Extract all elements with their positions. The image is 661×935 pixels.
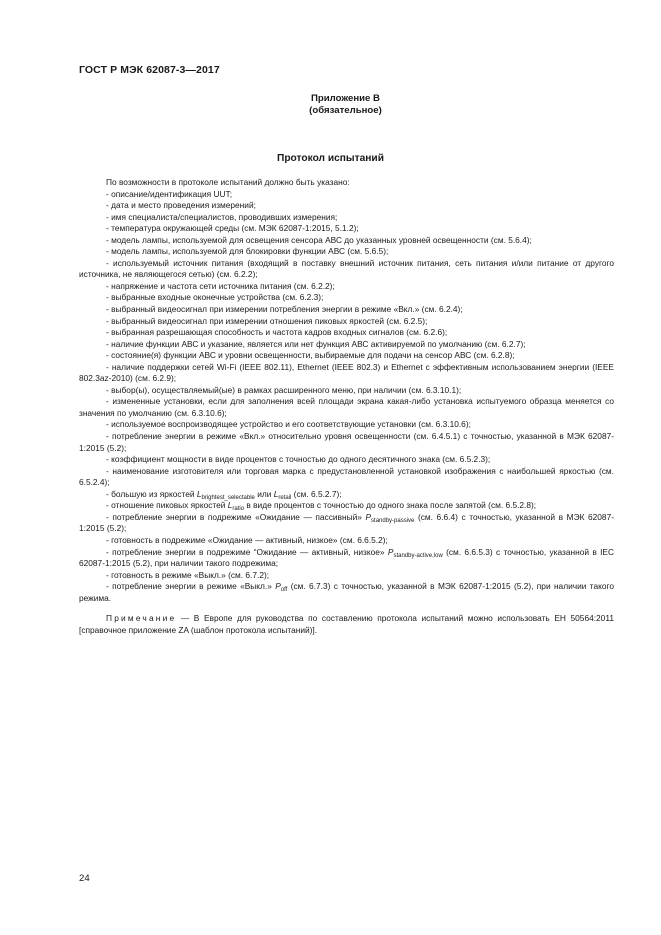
appendix-title: Приложение В — [311, 93, 380, 104]
appendix-status: (обязательное) — [309, 105, 382, 116]
list-item: - описание/идентификация UUT; — [106, 188, 233, 199]
list-item: - выбранный видеосигнал при измерении потребления энергии в режиме «Вкл.» (см. 6.2.4); — [106, 304, 463, 315]
list-item-off: - потребление энергии в режиме «Выкл.» $P_{off}$ (см. 6.7.3) с точностью, указанной в МЭК 62087-1:2015 (5.2), при наличии такого режима. — [79, 581, 614, 603]
requirements-list — [79, 189, 614, 489]
list-item-ratio: - отношение пиковых яркостей $L_{ratio}$ в виде процентов с точностью до одного знака после запятой (см. 6.5.2.8); — [106, 500, 537, 513]
list-item: - используемое воспроизводящее устройство и его соответствующие установки (см. 6.3.10.6); — [106, 419, 471, 430]
list-item: - наличие поддержки сетей Wi-Fi (IEEE 802.11), Ethernet (IEEE 802.3) и Ethernet с эффективным использованием энергии (IEEE 802.3az-2010) (см. 6.2.9); — [79, 361, 614, 384]
list-item: - выбор(ы), осуществляемый(ые) в рамках расширенного меню, при наличии (см. 6.3.10.1); — [106, 384, 462, 395]
list-item: - наименование изготовителя или торговая марка с предустановленной установкой изображения с наибольшей яркостью (см. 6.5.2.4); — [79, 465, 614, 488]
note-paragraph — [79, 613, 614, 636]
list-item: - модель лампы, используемой для блокировки функции АВС (см. 5.6.5); — [106, 246, 389, 257]
list-item: - выбранная разрешающая способность и частота кадров входных сигналов (см. 6.2.6); — [106, 327, 448, 338]
list-item: - выбранный видеосигнал при измерении отношения пиковых яркостей (см. 6.2.5); — [106, 315, 428, 326]
appendix-heading — [0, 93, 661, 117]
list-item: - используемый источник питания (входящий в поставку внешний источник питания, сеть питания и/или питание от другого источника, не являющегося сетью) (см. 6.2.2); — [79, 257, 614, 280]
list-item: - температура окружающей среды (см. МЭК 62087-1:2015, 5.1.2); — [106, 223, 359, 234]
list-item: - выбранные входные оконечные устройства (см. 6.2.3); — [106, 292, 324, 303]
list-item: - напряжение и частота сети источника питания (см. 6.2.2); — [106, 280, 335, 291]
document-body — [79, 177, 614, 636]
list-item-ready-off: - готовность в режиме «Выкл.» (см. 6.7.2); — [106, 569, 270, 580]
note-text: — В Европе для руководства по составлению протокола испытаний можно использовать ЕН 50564:2011 [справочное приложение ZA (шаблон протокола испытаний)]. — [79, 613, 614, 635]
list-item: - коэффициент мощности в виде процентов с точностью до одного десятичного знака (см. 6.5.2.3); — [106, 454, 491, 465]
document-header: ГОСТ Р МЭК 62087-3—2017 — [79, 64, 220, 76]
section-title: Протокол испытаний — [277, 153, 384, 164]
list-item: - измененные установки, если для заполнения всей площади экрана какая-либо установка испытуемого образца меняется со значения по умолчанию (см. 6.3.10.6); — [79, 396, 614, 418]
list-item: - состояние(я) функции АВС и уровни освещенности, выбираемые для подачи на сенсор АВС (см. 6.2.8); — [106, 350, 515, 361]
intro-paragraph: По возможности в протоколе испытаний должно быть указано: — [106, 177, 350, 187]
list-item: - потребление энергии в режиме «Вкл.» относительно уровня освещенности (см. 6.4.5.1) с точностью, указанной в МЭК 62087-1:2015 (5.2); — [79, 431, 614, 453]
list-item-standby-active-low: - потребление энергии в подрежиме “Ожидание — активный, низкое» $P_{standby-active,low}$ (см. 6.6.5.3) с точностью, указанной в IEC 62087-1:2015 (5.2), при наличии такого подрежима; — [79, 546, 614, 569]
list-item-brightest: - большую из яркостей $L_{brightest\_selectable}$ или $L_{retail}$ (см. 6.5.2.7); — [106, 488, 342, 501]
list-item-standby-passive: - потребление энергии в подрежиме «Ожидание — пассивный» $P_{standby-passive}$ (см. 6.6.4) с точностью, указанной в МЭК 62087-1:2015 (5.2); — [79, 511, 614, 534]
list-item: - модель лампы, используемой для освещения сенсора АВС до указанных уровней освещенности (см. 5.6.4); — [106, 234, 532, 245]
list-item: - имя специалиста/специалистов, проводивших измерения; — [106, 211, 338, 222]
list-item: - наличие функции АВС и указание, является или нет функция АВС активируемой по умолчанию (см. 6.2.7); — [106, 338, 526, 349]
list-item: - дата и место проведения измерений; — [106, 200, 256, 211]
list-item-ready-low: - готовность в подрежиме «Ожидание — активный, низкое» (см. 6.6.5.2); — [106, 534, 388, 545]
page-number: 24 — [79, 873, 90, 884]
note-label: Примечание — [106, 613, 177, 624]
